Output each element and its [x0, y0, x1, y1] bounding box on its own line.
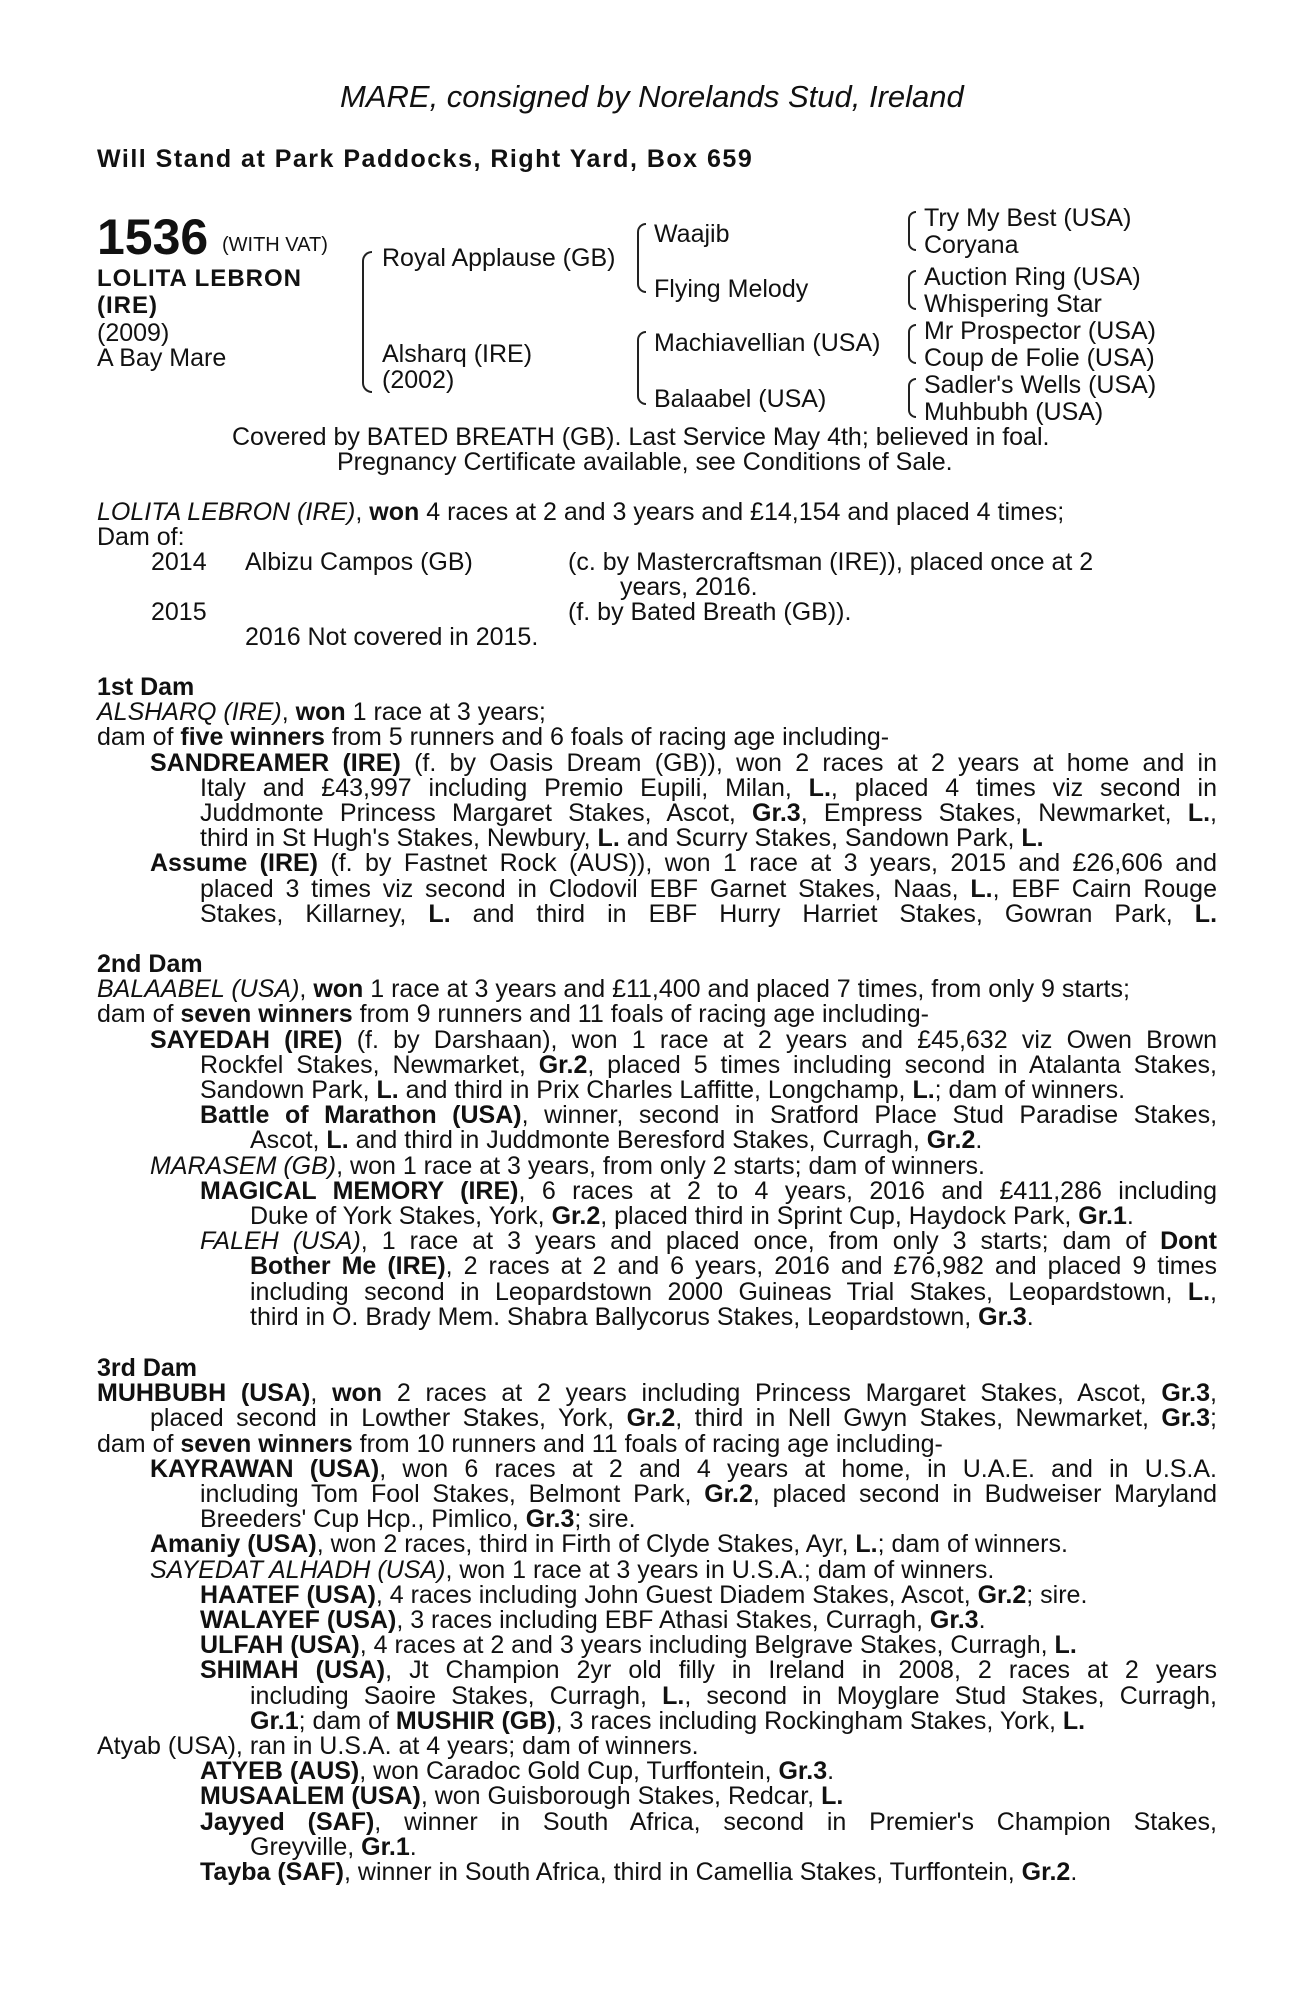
dam-line: SANDREAMER (IRE) (f. by Oasis Dream (GB)), won 2 races at 2 years at home and in [150, 748, 1218, 777]
dam-line: MAGICAL MEMORY (IRE), 6 races at 2 to 4 years, 2016 and £411,286 including [200, 1176, 1217, 1205]
stand-location: Will Stand at Park Paddocks, Right Yard, Box 659 [97, 145, 754, 173]
pedigree-sire-dam: Flying Melody [654, 275, 809, 303]
dam-line: Jayyed (SAF), winner in South Africa, second in Premier's Champion Stakes, [200, 1807, 1217, 1836]
dam-line: ULFAH (USA), 4 races at 2 and 3 years including Belgrave Stakes, Curragh, L. [200, 1631, 1077, 1660]
mare-name: LOLITA LEBRON (IRE) [97, 498, 356, 526]
dam-line: Battle of Marathon (USA), winner, second in Sratford Place Stud Paradise Stakes, [200, 1101, 1218, 1130]
dam-line: FALEH (USA), 1 race at 3 years and placed once, from only 3 starts; dam of Dont [200, 1227, 1217, 1256]
pedigree-brace-sire [637, 223, 646, 293]
vat-label: (WITH VAT) [222, 234, 328, 256]
second-dam-heading: 2nd Dam [97, 950, 203, 978]
dam-line: ATYEB (AUS), won Caradoc Gold Cup, Turffontein, Gr.3. [200, 1757, 835, 1786]
dam-line: BALAABEL (USA), won 1 race at 3 years and £11,400 and placed 7 times, from only 9 starts; [97, 975, 1130, 1004]
third-dam-heading: 3rd Dam [97, 1354, 198, 1382]
dam-line: Assume (IRE) (f. by Fastnet Rock (AUS)), won 1 race at 3 years, 2015 and £26,606 and [150, 849, 1217, 878]
pedigree-ssd: Coryana [924, 231, 1019, 259]
dam-line: Amaniy (USA), won 2 races, third in Firth of Clyde Stakes, Ayr, L.; dam of winners. [150, 1530, 1068, 1559]
dam-line: SAYEDAH (IRE) (f. by Darshaan), won 1 race at 2 years and £45,632 viz Owen Brown [150, 1025, 1217, 1054]
dam-line: Bother Me (IRE), 2 races at 2 and 6 years, 2016 and £76,982 and placed 9 times [250, 1252, 1217, 1281]
dam-line: MUHBUBH (USA), won 2 races at 2 years including Princess Margaret Stakes, Ascot, Gr.3, [97, 1379, 1217, 1408]
dam-line: third in O. Brady Mem. Shabra Ballycorus Stakes, Leopardstown, Gr.3. [250, 1302, 1034, 1331]
produce-info: (f. by Bated Breath (GB)). [568, 598, 852, 626]
dam-line: Stakes, Killarney, L. and third in EBF Hurry Harriet Stakes, Gowran Park, L. [200, 899, 1218, 928]
dam-line: WALAYEF (USA), 3 races including EBF Athasi Stakes, Curragh, Gr.3. [200, 1606, 986, 1635]
dam-line: Atyab (USA), ran in U.S.A. at 4 years; dam of winners. [97, 1732, 699, 1761]
dam-line: placed second in Lowther Stakes, York, Gr.2, third in Nell Gwyn Stakes, Newmarket, Gr.3; [150, 1404, 1217, 1433]
produce-info: (c. by Mastercraftsman (IRE)), placed once at 2 [568, 548, 1094, 576]
dam-line: Tayba (SAF), winner in South Africa, third in Camellia Stakes, Turffontein, Gr.2. [200, 1858, 1078, 1887]
pedigree-sire: Royal Applause (GB) [382, 244, 616, 272]
pedigree-sss: Try My Best (USA) [924, 204, 1132, 232]
pedigree-brace-dd [908, 378, 916, 418]
dam-line: Duke of York Stakes, York, Gr.2, placed third in Sprint Cup, Haydock Park, Gr.1. [250, 1202, 1134, 1231]
pedigree-sire-sire: Waajib [654, 220, 730, 248]
covered-line-1: Covered by BATED BREATH (GB). Last Service May 4th; believed in foal. [232, 423, 1050, 451]
dam-line: third in St Hugh's Stakes, Newbury, L. and Scurry Stakes, Sandown Park, L. [200, 824, 1044, 853]
dam-line: Juddmonte Princess Margaret Stakes, Ascot, Gr.3, Empress Stakes, Newmarket, L., [200, 799, 1217, 828]
horse-name [97, 265, 357, 319]
horse-description: A Bay Mare [97, 344, 227, 372]
produce-year: 2015 [151, 598, 207, 626]
dam-line: dam of seven winners from 10 runners and 11 foals of racing age including- [97, 1429, 943, 1458]
dam-line: Rockfel Stakes, Newmarket, Gr.2, placed 5 times including second in Atalanta Stakes, [200, 1050, 1218, 1079]
horse-name-line1: LOLITA LEBRON [97, 265, 302, 292]
dam-line: dam of seven winners from 9 runners and 11 foals of racing age including- [97, 1000, 929, 1029]
dam-line: Gr.1; dam of MUSHIR (GB), 3 races including Rockingham Stakes, York, L. [250, 1706, 1086, 1735]
dam-line: KAYRAWAN (USA), won 6 races at 2 and 4 years at home, in U.A.E. and in U.S.A. [150, 1454, 1217, 1483]
produce-note: 2016 Not covered in 2015. [245, 623, 539, 651]
covered-line-2: Pregnancy Certificate available, see Conditions of Sale. [337, 448, 953, 476]
dam-line: Sandown Park, L. and third in Prix Charles Laffitte, Longchamp, L.; dam of winners. [200, 1076, 1126, 1105]
pedigree-ddd: Muhbubh (USA) [924, 398, 1104, 426]
pedigree-dss: Mr Prospector (USA) [924, 317, 1156, 345]
dam-line: dam of five winners from 5 runners and 6 foals of racing age including- [97, 723, 890, 752]
horse-name-line2: (IRE) [97, 292, 158, 319]
second-dam-section [97, 952, 1217, 1330]
dam-line: SHIMAH (USA), Jt Champion 2yr old filly in Ireland in 2008, 2 races at 2 years [200, 1656, 1218, 1685]
lot-number: 1536 [97, 209, 209, 265]
first-dam-heading: 1st Dam [97, 673, 195, 701]
pedigree-brace-main [362, 251, 372, 393]
mare-won: won [369, 498, 420, 526]
dam-line: SAYEDAT ALHADH (USA), won 1 race at 3 years in U.S.A.; dam of winners. [150, 1555, 995, 1584]
pedigree-dam-sire: Machiavellian (USA) [654, 329, 881, 357]
dam-of-label: Dam of: [97, 523, 185, 551]
pedigree-brace-ds [908, 324, 916, 364]
dam-line: including second in Leopardstown 2000 Guineas Trial Stakes, Leopardstown, L., [250, 1277, 1217, 1306]
dam-line: including Saoire Stakes, Curragh, L., second in Moyglare Stud Stakes, Curragh, [250, 1681, 1217, 1710]
dam-line: ALSHARQ (IRE), won 1 race at 3 years; [97, 698, 546, 727]
dam-line: Breeders' Cup Hcp., Pimlico, Gr.3; sire. [200, 1505, 636, 1534]
pedigree-brace-ss [908, 211, 916, 251]
pedigree-dam-year: (2002) [382, 366, 455, 394]
page-title: MARE, consigned by Norelands Stud, Ireland [340, 79, 964, 114]
pedigree-dam-dam: Balaabel (USA) [654, 385, 827, 413]
third-dam-section [97, 1356, 1217, 1885]
pedigree-dam: Alsharq (IRE) [382, 340, 533, 368]
pedigree-dsd: Coup de Folie (USA) [924, 344, 1155, 372]
mare-record-text: 4 races at 2 and 3 years and £14,154 and placed 4 times; [419, 498, 1065, 526]
pedigree-dds: Sadler's Wells (USA) [924, 371, 1157, 399]
dam-line: Greyville, Gr.1. [250, 1832, 417, 1861]
pedigree-brace-sd [908, 270, 916, 310]
dam-line: HAATEF (USA), 4 races including John Guest Diadem Stakes, Ascot, Gr.2; sire. [200, 1580, 1088, 1609]
dam-line: MUSAALEM (USA), won Guisborough Stakes, Redcar, L. [200, 1782, 844, 1811]
pedigree-sds: Auction Ring (USA) [924, 263, 1141, 291]
produce-info-cont: years, 2016. [620, 573, 758, 601]
mare-record: LOLITA LEBRON (IRE), won 4 races at 2 and 3 years and £14,154 and placed 4 times; [97, 498, 1065, 526]
pedigree-brace-dam [637, 331, 646, 405]
pedigree-sdd: Whispering Star [924, 290, 1102, 318]
horse-year: (2009) [97, 319, 170, 347]
produce-year: 2014 [151, 548, 207, 576]
dam-line: including Tom Fool Stakes, Belmont Park, Gr.2, placed second in Budweiser Maryland [200, 1480, 1218, 1509]
dam-line: placed 3 times viz second in Clodovil EBF Garnet Stakes, Naas, L., EBF Cairn Rouge [200, 874, 1217, 903]
first-dam-section [97, 675, 1217, 927]
dam-line: Ascot, L. and third in Juddmonte Beresford Stakes, Curragh, Gr.2. [250, 1126, 983, 1155]
dam-line: MARASEM (GB), won 1 race at 3 years, from only 2 starts; dam of winners. [150, 1151, 986, 1180]
produce-name: Albizu Campos (GB) [245, 548, 473, 576]
dam-line: Italy and £43,997 including Premio Eupili, Milan, L., placed 4 times viz second in [200, 773, 1217, 802]
